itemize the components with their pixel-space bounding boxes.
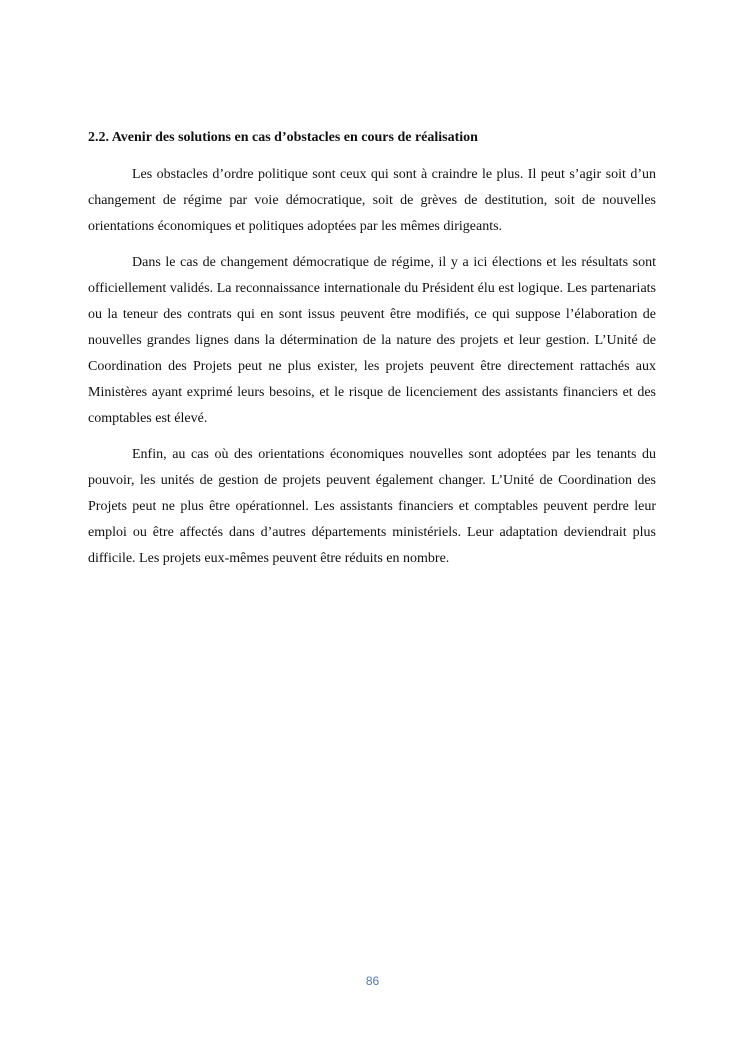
paragraph-3: Enfin, au cas où des orientations économiques nouvelles sont adoptées par les tenants du pouvoir, les unités de gestion de projets peuvent également changer. L’Unité de Coordination des Projets peut ne plus être opérationnel. Les assistants financiers et comptables peuvent perdre leur emploi ou être affectés dans d’autres départements ministériels. Leur adaptation deviendrait plus difficile. Les projets eux-mêmes peuvent être réduits en nombre. <box>88 447 656 566</box>
paragraph-1: Les obstacles d’ordre politique sont ceux qui sont à craindre le plus. Il peut s’agir soit d’un changement de régime par voie démocratique, soit de grèves de destitution, soit de nouvelles orientations économiques et politiques adoptées par les mêmes dirigeants. <box>88 167 656 234</box>
paragraph-2: Dans le cas de changement démocratique de régime, il y a ici élections et les résultats sont officiellement validés. La reconnaissance internationale du Président élu est logique. Les partenariats ou la teneur des contrats qui en sont issus peuvent être modifiés, ce qui suppose l’élaboration de nouvelles grandes lignes dans la détermination de la nature des projets et leur gestion. L’Unité de Coordination des Projets peut ne plus exister, les projets peuvent être directement rattachés aux Ministères ayant exprimé leurs besoins, et le risque de licenciement des assistants financiers et des comptables est élevé. <box>88 255 656 426</box>
page-number: 86 <box>365 974 380 988</box>
page-content <box>88 128 656 582</box>
section-title: 2.2. Avenir des solutions en cas d’obstacles en cours de réalisation <box>88 130 478 145</box>
